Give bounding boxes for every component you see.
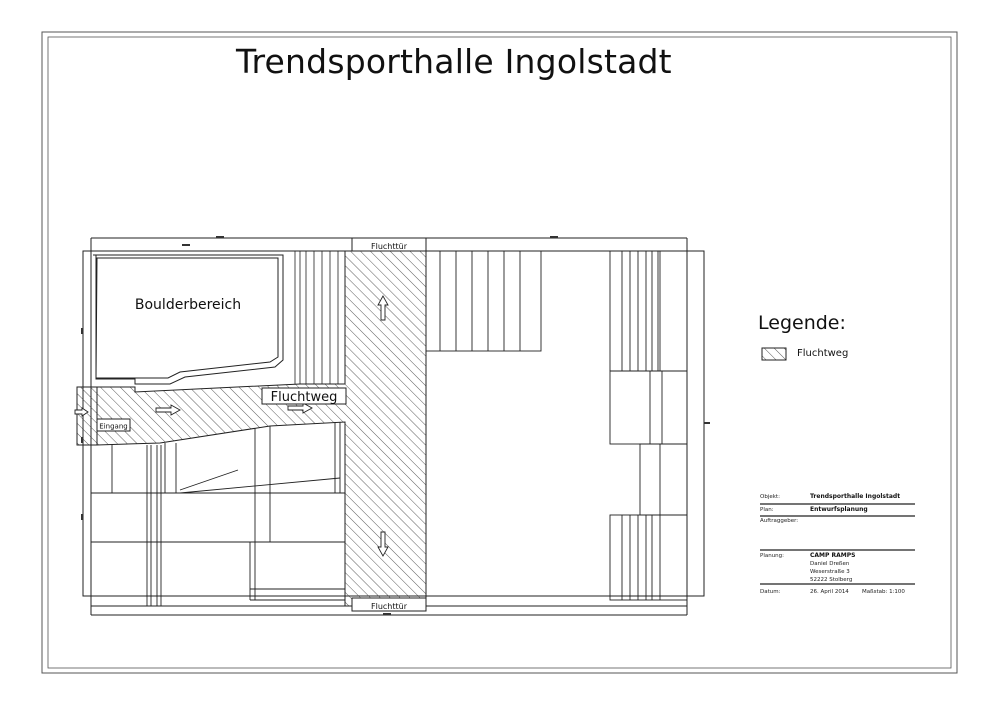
right-ramps bbox=[426, 251, 687, 600]
boulder-area-label: Boulderbereich bbox=[134, 297, 242, 313]
legend-escape-route-label: Fluchtweg bbox=[797, 348, 849, 359]
tb-object-label: Objekt: bbox=[760, 494, 780, 500]
tb-city: 52222 Stolberg bbox=[810, 577, 853, 583]
bottom-exit-label: Fluchttür bbox=[371, 602, 407, 611]
page-title: Trendsporthalle Ingolstadt bbox=[236, 42, 672, 81]
tb-planning-label: Planung: bbox=[760, 553, 785, 559]
tb-client-label: Auftraggeber: bbox=[760, 518, 799, 524]
legend-hatch-swatch bbox=[762, 348, 786, 360]
tb-contact-name: Daniel Dreßen bbox=[810, 561, 850, 567]
lower-left-ramps bbox=[91, 422, 345, 606]
ramp-strips-top bbox=[295, 251, 338, 384]
tb-object-value: Trendsporthalle Ingolstadt bbox=[810, 493, 901, 500]
legend-title: Legende: bbox=[758, 312, 846, 334]
tb-plan-value: Entwurfsplanung bbox=[810, 506, 868, 513]
entrance-label: Eingang bbox=[99, 422, 128, 431]
tb-scale: Maßstab: 1:100 bbox=[862, 589, 905, 595]
tb-company: CAMP RAMPS bbox=[810, 552, 856, 559]
escape-route-label: Fluchtweg bbox=[270, 390, 338, 405]
boulder-area bbox=[93, 255, 283, 384]
tb-date-value: 26. April 2014 bbox=[810, 589, 849, 595]
tb-date-label: Datum: bbox=[760, 589, 781, 595]
tb-plan-label: Plan: bbox=[760, 507, 774, 513]
tb-street: Weserstraße 3 bbox=[810, 569, 850, 575]
top-exit-label: Fluchttür bbox=[371, 242, 407, 251]
